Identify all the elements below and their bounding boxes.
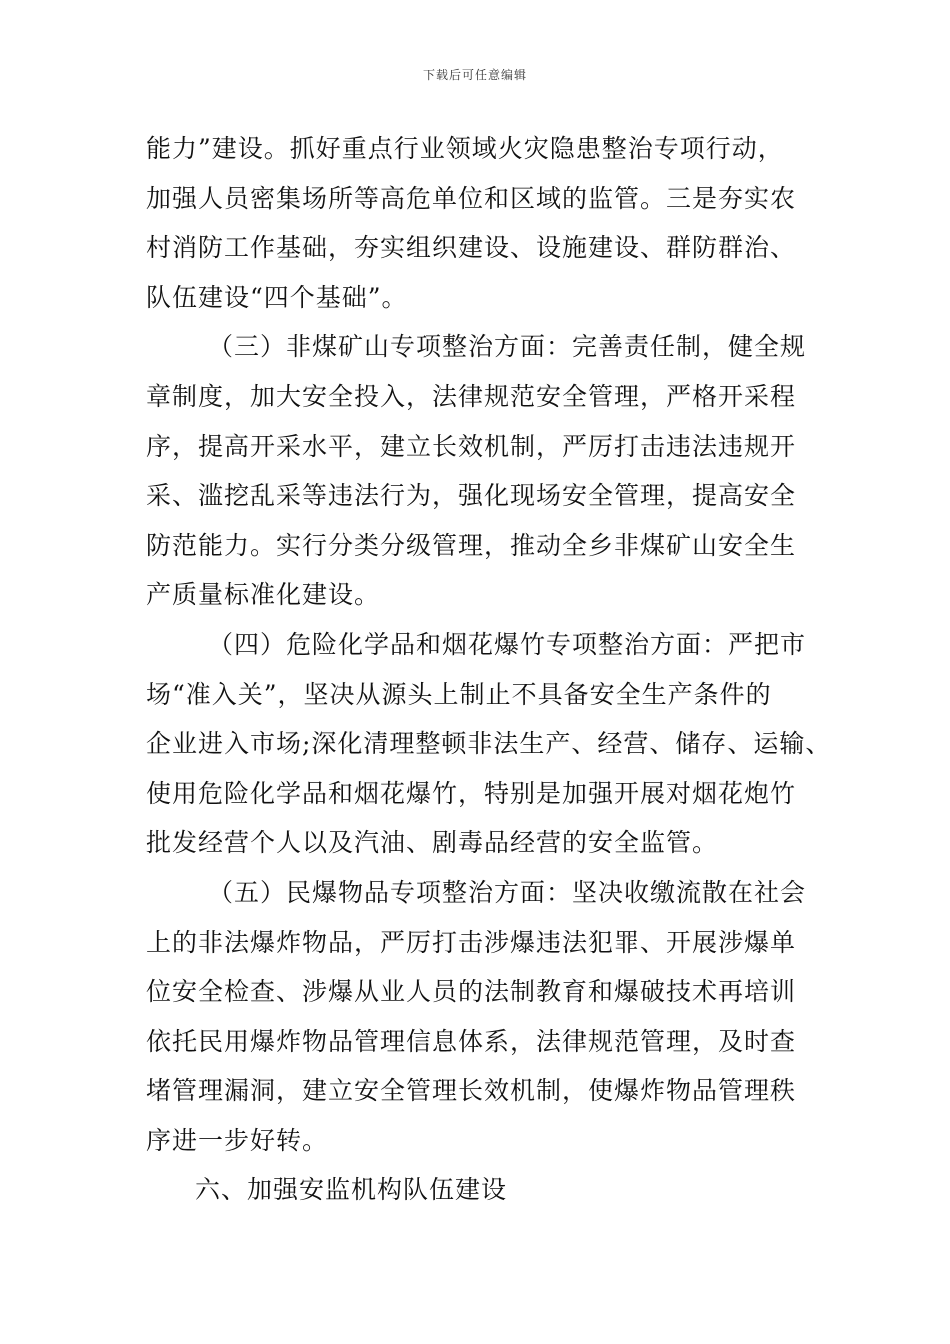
text-line: 场“准入关”，坚决从源头上制止不具备安全生产条件的 <box>146 679 772 709</box>
text-line: 上的非法爆炸物品，严厉打击涉爆违法犯罪、开展涉爆单 <box>146 927 797 957</box>
text-line: 队伍建设“四个基础”。 <box>146 282 408 312</box>
text-line: 采、滥挖乱采等违法行为，强化现场安全管理，提高安全 <box>146 481 797 511</box>
text-line: 序进一步好转。 <box>146 1125 329 1155</box>
text-line: 位安全检查、涉爆从业人员的法制教育和爆破技术再培训 <box>146 977 797 1007</box>
section-heading: 六、加强安监机构队伍建设 <box>195 1175 508 1205</box>
text-line: 使用危险化学品和烟花爆竹，特别是加强开展对烟花炮竹 <box>146 778 797 808</box>
text-line: 企业进入市场;深化清理整顿非法生产、经营、储存、运输、 <box>146 729 832 759</box>
paragraph-start-line: （四）危险化学品和烟花爆竹专项整治方面：严把市 <box>208 629 807 659</box>
text-line: 章制度，加大安全投入，法律规范安全管理，严格开采程 <box>146 381 797 411</box>
paragraph-start-line: （三）非煤矿山专项整治方面：完善责任制，健全规 <box>208 332 807 362</box>
text-line: 村消防工作基础，夯实组织建设、设施建设、群防群治、 <box>146 233 797 263</box>
document-body <box>146 124 846 1215</box>
page-header: 下载后可任意编辑 <box>422 68 527 82</box>
text-line: 堵管理漏洞，建立安全管理长效机制，使爆炸物品管理秩 <box>146 1076 797 1106</box>
text-line: 防范能力。实行分类分级管理，推动全乡非煤矿山安全生 <box>146 530 797 560</box>
text-line: 序，提高开采水平，建立长效机制，严厉打击违法违规开 <box>146 431 797 461</box>
text-line: 批发经营个人以及汽油、剧毒品经营的安全监管。 <box>146 828 719 858</box>
text-line: 能力”建设。抓好重点行业领域火灾隐患整治专项行动， <box>146 134 784 163</box>
text-line: 依托民用爆炸物品管理信息体系，法律规范管理，及时查 <box>146 1026 797 1056</box>
text-line: 加强人员密集场所等高危单位和区域的监管。三是夯实农 <box>146 183 797 213</box>
text-line: 产质量标准化建设。 <box>146 580 381 610</box>
paragraph-start-line: （五）民爆物品专项整治方面：坚决收缴流散在社会 <box>208 877 807 907</box>
